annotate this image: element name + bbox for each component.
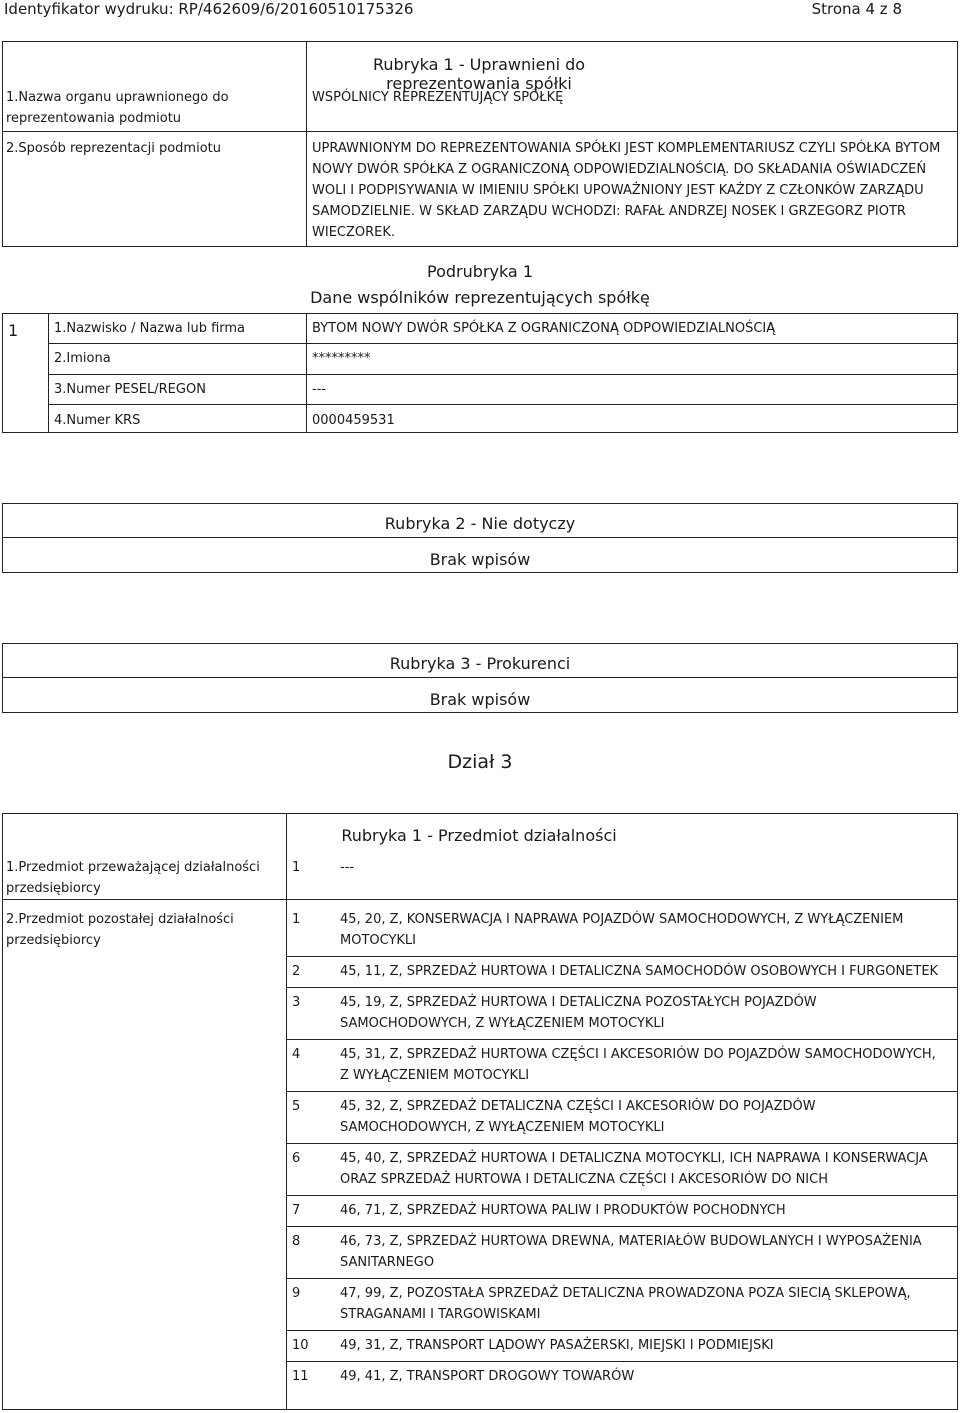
- activity-number: 10: [292, 1338, 309, 1353]
- main-activity-label: 1.Przedmiot przeważającej działalności przedsiębiorcy: [6, 860, 260, 896]
- entry-field-label: 3.Numer PESEL/REGON: [54, 382, 206, 397]
- activity-text: 49, 41, Z, TRANSPORT DROGOWY TOWARÓW: [340, 1369, 635, 1384]
- activity-number: 2: [292, 964, 301, 979]
- field2-value: UPRAWNIONYM DO REPREZENTOWANIA SPÓŁKI JEST KOMPLEMENTARIUSZ CZYLI SPÓŁKA BYTOM NOWY DWÓR SPÓŁKA Z OGRANICZONĄ ODPOWIEDZIALNOŚCIĄ. DO SKŁADANIA OŚWIADCZEŃ WOLI I PODPISYWANIA W IMIENIU SPÓŁKI UPOWAŻNIONY JEST KAŻDY Z CZŁONKÓW ZARZĄDU SAMODZIELNIE. W SKŁAD ZARZĄDU WCHODZI: RAFAŁ ANDRZEJ NOSEK I GRZEGORZ PIOTR WIECZOREK.: [312, 141, 941, 240]
- dzial3-rubryka-title: Rubryka 1 - Przedmiot działalności: [341, 826, 617, 845]
- main-activity-value: ---: [340, 860, 355, 875]
- entry-field-value: BYTOM NOWY DWÓR SPÓŁKA Z OGRANICZONĄ ODPOWIEDZIALNOŚCIĄ: [312, 321, 776, 336]
- activity-text: 46, 73, Z, SPRZEDAŻ HURTOWA DREWNA, MATERIAŁÓW BUDOWLANYCH I WYPOSAŻENIA SANITARNEGO: [340, 1234, 922, 1270]
- activity-text: 45, 20, Z, KONSERWACJA I NAPRAWA POJAZDÓW SAMOCHODOWYCH, Z WYŁĄCZENIEM MOTOCYKLI: [340, 912, 904, 948]
- entry-field-value: 0000459531: [312, 413, 395, 428]
- subsection-subtitle: Dane wspólników reprezentujących spółkę: [310, 288, 650, 307]
- field1-label: 1.Nazwa organu uprawnionego do reprezentowania podmiotu: [6, 90, 229, 126]
- page-number: Strona 4 z 8: [811, 0, 902, 18]
- activity-number: 11: [292, 1369, 309, 1384]
- entry-field-value: *********: [312, 351, 371, 366]
- entry-field-label: 2.Imiona: [54, 351, 111, 366]
- field2-label: 2.Sposób reprezentacji podmiotu: [6, 141, 221, 156]
- field1-value: WSPÓLNICY REPREZENTUJĄCY SPÓŁKĘ: [312, 90, 564, 105]
- activity-number: 9: [292, 1286, 301, 1301]
- rubryka1-title: Rubryka 1 - Uprawnieni do reprezentowania spółki: [372, 55, 586, 93]
- activity-number: 6: [292, 1151, 301, 1166]
- activity-number: 8: [292, 1234, 301, 1249]
- other-activity-label: 2.Przedmiot pozostałej działalności przedsiębiorcy: [6, 912, 234, 948]
- activity-number: 3: [292, 995, 301, 1010]
- activity-text: 45, 32, Z, SPRZEDAŻ DETALICZNA CZĘŚCI I AKCESORIÓW DO POJAZDÓW SAMOCHODOWYCH, Z WYŁĄCZENIEM MOTOCYKLI: [340, 1099, 816, 1135]
- entry-field-value: ---: [312, 382, 327, 397]
- activity-text: 45, 11, Z, SPRZEDAŻ HURTOWA I DETALICZNA SAMOCHODÓW OSOBOWYCH I FURGONETEK: [340, 964, 939, 979]
- rubryka3-title: Rubryka 3 - Prokurenci: [389, 654, 571, 673]
- print-identifier: Identyfikator wydruku: RP/462609/6/20160510175326: [4, 0, 414, 18]
- entry-number: 1: [8, 321, 19, 340]
- activity-number: 5: [292, 1099, 301, 1114]
- activity-number: 1: [292, 912, 301, 927]
- activity-text: 49, 31, Z, TRANSPORT LĄDOWY PASAŻERSKI, MIEJSKI I PODMIEJSKI: [340, 1338, 774, 1353]
- subsection-title: Podrubryka 1: [427, 262, 533, 281]
- activity-text: 45, 31, Z, SPRZEDAŻ HURTOWA CZĘŚCI I AKCESORIÓW DO POJAZDÓW SAMOCHODOWYCH, Z WYŁĄCZENIEM MOTOCYKLI: [340, 1047, 936, 1083]
- activity-number: 7: [292, 1203, 301, 1218]
- activity-text: 45, 40, Z, SPRZEDAŻ HURTOWA I DETALICZNA MOTOCYKLI, ICH NAPRAWA I KONSERWACJA ORAZ SPRZEDAŻ HURTOWA I DETALICZNA CZĘŚCI I AKCESORIÓW DO NICH: [340, 1151, 928, 1187]
- activity-text: 47, 99, Z, POZOSTAŁA SPRZEDAŻ DETALICZNA PROWADZONA POZA SIECIĄ SKLEPOWĄ, STRAGANAMI I TARGOWISKAMI: [340, 1286, 911, 1322]
- section-title: Dział 3: [447, 751, 513, 773]
- activity-number: 4: [292, 1047, 301, 1062]
- entry-field-label: 1.Nazwisko / Nazwa lub firma: [54, 321, 246, 336]
- entry-field-label: 4.Numer KRS: [54, 413, 141, 428]
- rubryka2-title: Rubryka 2 - Nie dotyczy: [384, 514, 576, 533]
- main-activity-number: 1: [292, 860, 301, 875]
- rubryka2-empty: Brak wpisów: [429, 550, 531, 569]
- activity-text: 46, 71, Z, SPRZEDAŻ HURTOWA PALIW I PRODUKTÓW POCHODNYCH: [340, 1203, 786, 1218]
- activity-text: 45, 19, Z, SPRZEDAŻ HURTOWA I DETALICZNA POZOSTAŁYCH POJAZDÓW SAMOCHODOWYCH, Z WYŁĄCZENIEM MOTOCYKLI: [340, 995, 817, 1031]
- rubryka3-empty: Brak wpisów: [429, 690, 531, 709]
